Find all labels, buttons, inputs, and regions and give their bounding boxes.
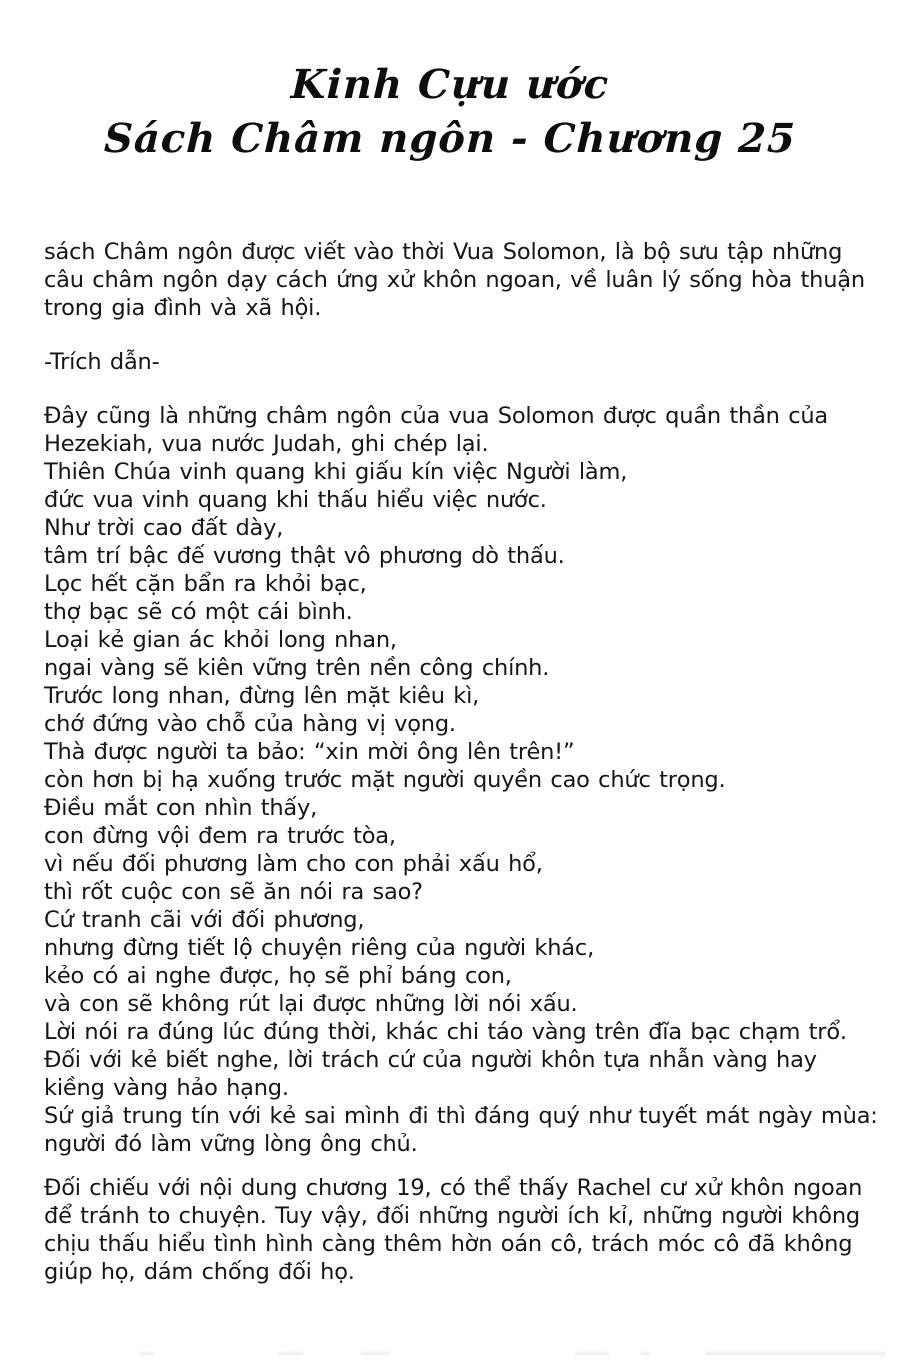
poem-line: kẻo có ai nghe được, họ sẽ phỉ báng con, xyxy=(44,963,512,989)
poem-line: Thà được người ta bảo: “xin mời ông lên trên!” xyxy=(44,739,575,765)
poem-line: Cứ tranh cãi với đối phương, xyxy=(44,907,365,933)
poem-line: và con sẽ không rút lại được những lời nói xấu. xyxy=(44,991,578,1017)
commentary-line: Đối chiếu với nội dung chương 19, có thể thấy Rachel cư xử khôn ngoan xyxy=(44,1175,863,1201)
poem-line: Lọc hết cặn bẩn ra khỏi bạc, xyxy=(44,571,367,597)
intro-line: câu châm ngôn dạy cách ứng xử khôn ngoan, về luân lý sống hòa thuận xyxy=(44,267,865,293)
poem-quotation xyxy=(44,402,878,1158)
poem-line: Trước long nhan, đừng lên mặt kiêu kì, xyxy=(44,683,480,709)
poem-line: Lời nói ra đúng lúc đúng thời, khác chi táo vàng trên đĩa bạc chạm trổ. xyxy=(44,1019,847,1045)
poem-line: Loại kẻ gian ác khỏi long nhan, xyxy=(44,627,397,653)
poem-line: thì rốt cuộc con sẽ ăn nói ra sao? xyxy=(44,879,423,905)
poem-line: Thiên Chúa vinh quang khi giấu kín việc Người làm, xyxy=(44,459,628,485)
quote-label-text: -Trích dẫn- xyxy=(44,349,160,375)
commentary-line: chịu thấu hiểu tình hình càng thêm hờn oán cô, trách móc cô đã không xyxy=(44,1231,853,1257)
intro-line: trong gia đình và xã hội. xyxy=(44,295,322,321)
poem-line: Đây cũng là những châm ngôn của vua Solomon được quần thần của xyxy=(44,403,829,429)
title-line-book: Kinh Cựu ước xyxy=(290,61,610,108)
poem-line: vì nếu đối phương làm cho con phải xấu hổ, xyxy=(44,851,543,877)
poem-line: Như trời cao đất dày, xyxy=(44,515,284,541)
commentary-line: giúp họ, dám chống đối họ. xyxy=(44,1259,355,1285)
poem-line: đức vua vinh quang khi thấu hiểu việc nước. xyxy=(44,487,547,513)
commentary-line: để tránh to chuyện. Tuy vậy, đối những người ích kỉ, những người không xyxy=(44,1203,861,1229)
poem-line: Sứ giả trung tín với kẻ sai mình đi thì đáng quý như tuyết mát ngày mùa: xyxy=(44,1103,878,1129)
poem-line: tâm trí bậc đế vương thật vô phương dò thấu. xyxy=(44,543,565,569)
page-title xyxy=(0,0,900,166)
poem-line: kiềng vàng hảo hạng. xyxy=(44,1075,289,1101)
scan-smudge-artifact xyxy=(0,1352,900,1356)
poem-line: Đối với kẻ biết nghe, lời trách cứ của người khôn tựa nhẫn vàng hay xyxy=(44,1047,817,1073)
poem-line: người đó làm vững lòng ông chủ. xyxy=(44,1131,418,1157)
poem-line: nhưng đừng tiết lộ chuyện riêng của người khác, xyxy=(44,935,595,961)
poem-line: thợ bạc sẽ có một cái bình. xyxy=(44,599,353,625)
poem-line: còn hơn bị hạ xuống trước mặt người quyền cao chức trọng. xyxy=(44,767,726,793)
quote-label xyxy=(44,348,862,376)
poem-line: ngai vàng sẽ kiên vững trên nền công chính. xyxy=(44,655,550,681)
intro-line: sách Châm ngôn được viết vào thời Vua Solomon, là bộ sưu tập những xyxy=(44,239,843,265)
poem-line: Điều mắt con nhìn thấy, xyxy=(44,795,318,821)
poem-line: chớ đứng vào chỗ của hàng vị vọng. xyxy=(44,711,456,737)
intro-paragraph xyxy=(44,238,865,322)
body-text xyxy=(0,238,900,1286)
title-line-chapter: Sách Châm ngôn - Chương 25 xyxy=(103,115,797,162)
commentary-paragraph xyxy=(44,1174,862,1286)
poem-line: Hezekiah, vua nước Judah, ghi chép lại. xyxy=(44,431,489,457)
poem-line: con đừng vội đem ra trước tòa, xyxy=(44,823,396,849)
